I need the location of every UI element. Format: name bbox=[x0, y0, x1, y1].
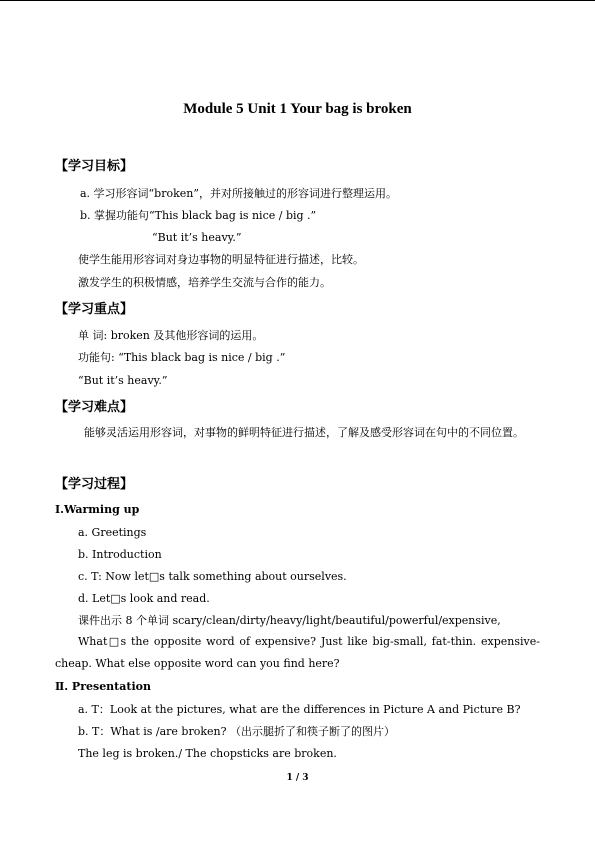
presentation-item: The leg is broken./ The chopsticks are broken. bbox=[78, 747, 337, 760]
section-heading-process: 【学习过程】 bbox=[55, 477, 134, 492]
page-title: Module 5 Unit 1 Your bag is broken bbox=[183, 101, 412, 117]
section-heading-goals: 【学习目标】 bbox=[55, 159, 134, 174]
section-heading-key-points: 【学习重点】 bbox=[55, 302, 134, 317]
presentation-item: a. T：Look at the pictures, what are the differences in Picture A and Picture B? bbox=[78, 703, 521, 716]
page-number: 1 / 3 bbox=[286, 773, 309, 783]
key-point-sentence: 功能句: “This black bag is nice / big .” bbox=[78, 351, 286, 364]
top-rule bbox=[0, 0, 595, 1]
key-point-words: 单 词: broken 及其他形容词的运用。 bbox=[78, 329, 264, 342]
goal-b: b. 掌握功能句“This black bag is nice / big .” bbox=[80, 209, 317, 222]
difficulties-text: 能够灵活运用形容词，对事物的鲜明特征进行描述，了解及感受形容词在句中的不同位置。 bbox=[84, 426, 524, 439]
warming-item: d. Let□s look and read. bbox=[78, 592, 210, 605]
warming-item: 课件出示 8 个单词 scary/clean/dirty/heavy/light/beautiful/powerful/expensive, bbox=[78, 614, 501, 627]
presentation-heading: Ⅱ. Presentation bbox=[55, 680, 151, 693]
warming-item: b. Introduction bbox=[78, 548, 162, 561]
goal-d: 激发学生的积极情感，培养学生交流与合作的能力。 bbox=[78, 276, 331, 289]
warming-item: c. T: Now let□s talk something about ourselves. bbox=[78, 570, 347, 583]
goal-a: a. 学习形容词“broken”，并对所接触过的形容词进行整理运用。 bbox=[80, 187, 397, 200]
section-heading-difficulties: 【学习难点】 bbox=[55, 400, 134, 415]
goal-b-continued: “But it’s heavy.” bbox=[152, 231, 242, 244]
key-point-sentence-continued: “But it’s heavy.” bbox=[78, 374, 168, 387]
presentation-item: b. T：What is /are broken? （出示腿折了和筷子断了的图片） bbox=[78, 725, 396, 738]
opposite-word-question: What□s the opposite word of expensive? Just like big-small, fat-thin. expensive-cheap. What else opposite word can you find here? bbox=[55, 635, 540, 670]
warming-item: a. Greetings bbox=[78, 526, 147, 539]
warming-up-heading: Ⅰ.Warming up bbox=[55, 503, 140, 516]
goal-c: 使学生能用形容词对身边事物的明显特征进行描述，比较。 bbox=[78, 253, 364, 266]
